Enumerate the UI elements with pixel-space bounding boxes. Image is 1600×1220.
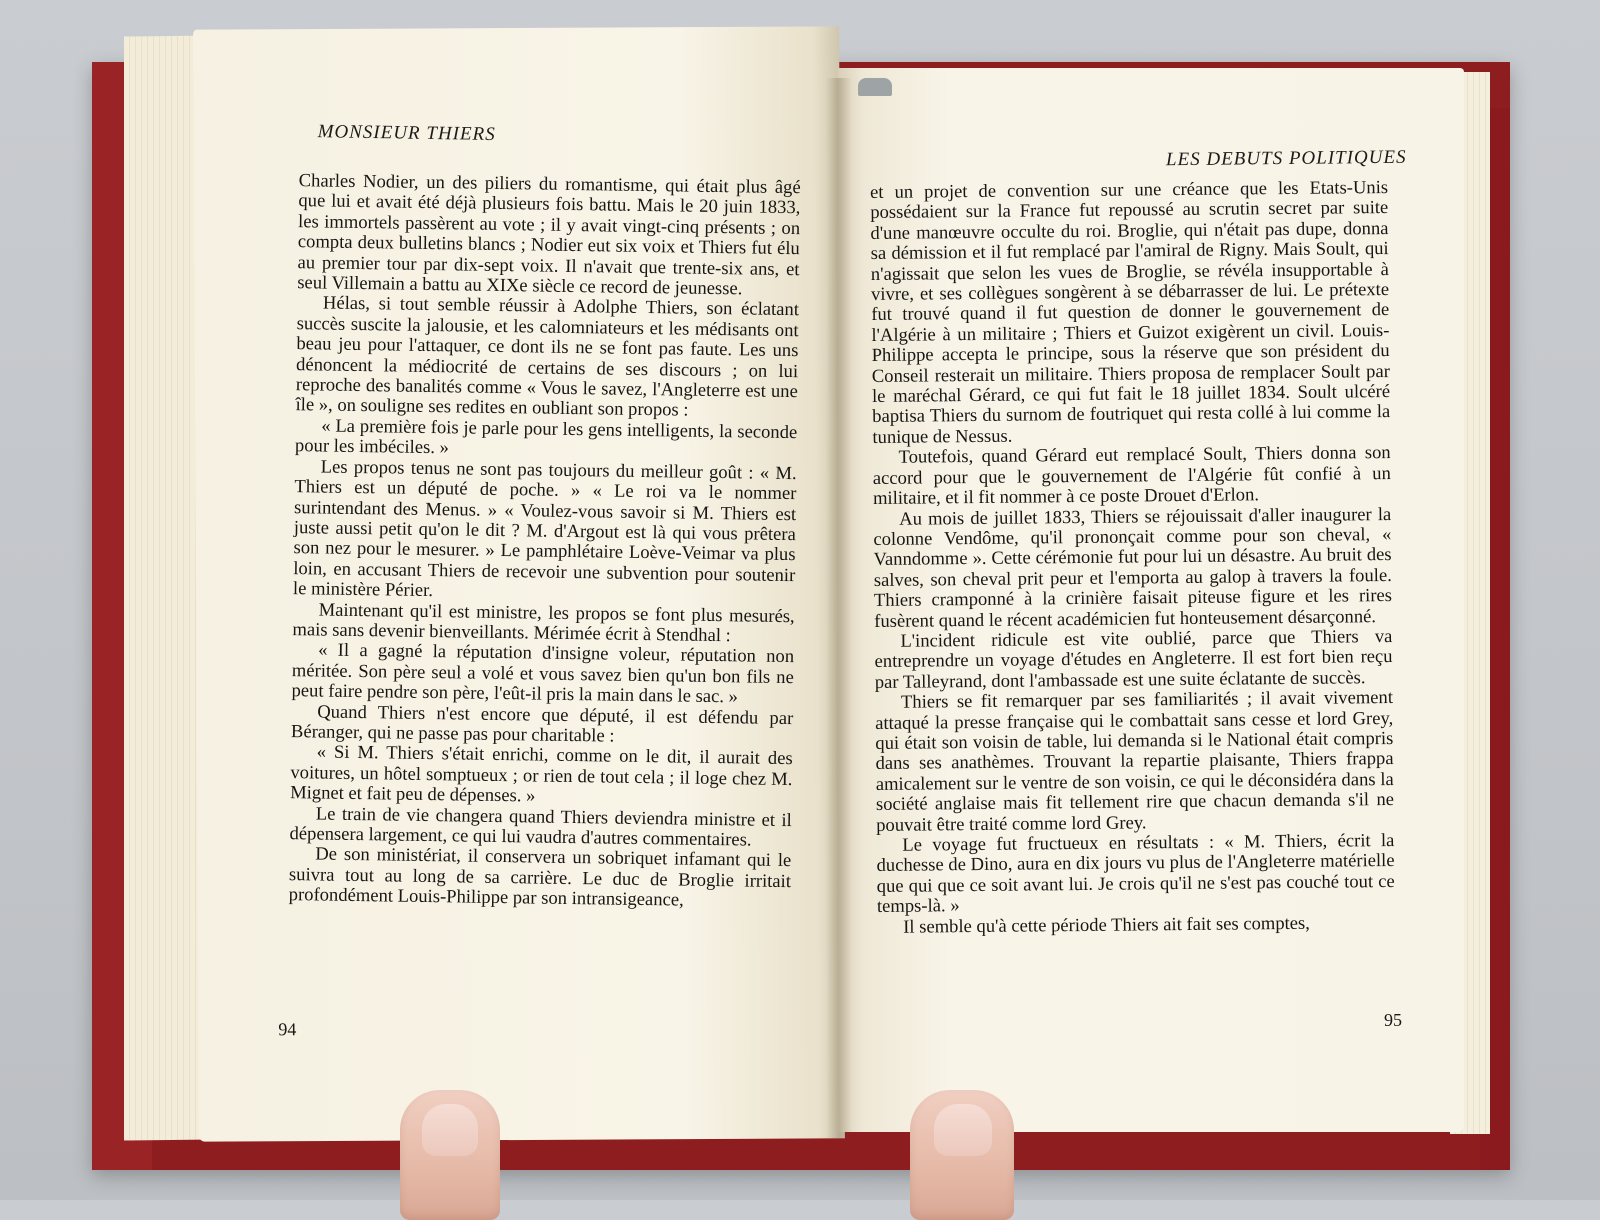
paragraph: et un projet de convention sur une créance que les Etats-Unis possédaient sur la France fut repoussé au scrutin secret par suite d'une manœuvre occulte du roi. Broglie, qui n'était pas dupe, donna sa démission et il fut remplacé par l'amiral de Rigny. Mais Soult, qui n'agissait que selon les vues de Broglie, se révéla insupportable à vivre, et ses collègues songèrent à se débarrasser de lui. Le prétexte fut trouvé quand il fut question de donner le gouvernement de l'Algérie à un militaire ; Thiers et Guizot exigèrent un civil. Louis-Philippe accepta le principe, sous la réserve que son président du Conseil resterait un militaire. Thiers proposa de remplacer Soult par le maréchal Gérard, ce qui fut fait le 18 juillet 1834. Soult ulcéré baptisa Thiers du surnom de foutriquet qui resta collé à lui comme la tunique de Nessus. — [869, 177, 1391, 448]
paragraph: Le train de vie changera quand Thiers deviendra ministre et il dépensera largement, ce qui lui vaudra d'autres commentaires. — [289, 803, 792, 851]
paragraph: Toutefois, quand Gérard eut remplacé Soult, Thiers donna son accord pour que le gouvernement de l'Algérie fût confié à un militaire, et il fit nommer à ce poste Drouet d'Erlon. — [872, 442, 1391, 510]
paragraph: Le voyage fut fructueux en résultats : « M. Thiers, écrit la duchesse de Dino, aura en dix jours vu plus de l'Angleterre matérielle que qui que ce soit avant lui. Je crois qu'il ne s'est pas couché tout ce temps-là. » — [876, 829, 1395, 918]
quote: « Si M. Thiers s'était enrichi, comme on le dit, il aurait des voitures, un hôtel somptueux ; or rien de tout cela ; il loge chez M. Mignet et fait peu de dépenses. » — [290, 741, 793, 807]
right-running-header: LES DEBUTS POLITIQUES — [1165, 146, 1407, 171]
left-page-text — [289, 171, 801, 913]
right-page-text — [870, 178, 1395, 938]
right-page-number: 95 — [1384, 1010, 1402, 1030]
paragraph: De son ministériat, il conservera un sobriquet infamant qui le suivra tout au long de sa carrière. Le duc de Broglie irritait profondément Louis-Philippe par son intransigeance, — [288, 843, 792, 911]
paragraph: Il semble qu'à cette période Thiers ait fait ses comptes, — [903, 912, 1310, 938]
left-page — [193, 26, 845, 1141]
paragraph: Charles Nodier, un des piliers du romantisme, qui était plus âgé que lui et avait été déjà plusieurs fois battu. Mais le 20 juin 1833, les immortels passèrent au vote ; il y avait vingt-cinq présents ; on compta deux bulletins blancs ; Nodier eut six voix et Thiers fut élu au premier tour par dix-sept voix. Il n'avait que trente-six ans, et seul Villemain a battu au XIXe siècle ce record de jeunesse. — [297, 170, 801, 300]
paragraph: Au mois de juillet 1833, Thiers se réjouissait d'aller inaugurer la colonne Vendôme, qu'il prononçait comme pour son cheval, « Vanndomme ». Cette cérémonie fut pour lui un désastre. Au bruit des salves, son cheval prit peur et l'emporta au galop à travers la foule. Thiers cramponné à la crinière faisait piteuse figure et les rires fusèrent quand le récent académicien fut honteusement désarçonné. — [873, 503, 1393, 632]
left-running-header: MONSIEUR THIERS — [317, 121, 496, 145]
left-page-number: 94 — [278, 1019, 297, 1040]
left-thumbnail-nail — [422, 1104, 478, 1156]
quote: « Il a gagné la réputation d'insigne voleur, réputation non méritée. Son père seul a volé et vous savez bien qu'un bon fils ne peut faire pendre son père, l'eût-il pris la main dans le sac. » — [291, 639, 795, 708]
quote: « La première fois je parle pour les gens intelligents, la seconde pour les imbéciles. » — [294, 415, 798, 459]
right-thumb — [910, 1090, 1014, 1220]
paragraph: Hélas, si tout semble réussir à Adolphe Thiers, son éclatant succès suscite la jalousie, et les calomniateurs et les médisants ont beau jeu pour l'attaquer, ce dont ils ne se font pas faute. Les uns dénoncent la médiocrité de certains de ses discours ; on lui reproche des banalités comme « Vous le savez, l'Angleterre est une île », on souligne ses redites en oubliant son propos : — [295, 292, 800, 422]
left-thumb — [400, 1090, 500, 1220]
paragraph: Maintenant qu'il est ministre, les propos se font plus mesurés, mais sans devenir bienveillants. Mérimée écrit à Stendhal : — [292, 598, 795, 647]
paragraph: Thiers se fit remarquer par ses familiarités ; il avait vivement attaqué la presse française qui le combattait sans cesse et lord Grey, qui était son voisin de table, lui demanda si le National était compris dans ses anathèmes. Trouvant la repartie plaisante, Thiers frappa amicalement sur le ventre de son voisin, ce qui le déconsidéra dans la société anglaise mais fit tellement rire que chacun demanda s'il ne pouvait être traité comme lord Grey. — [875, 687, 1395, 836]
right-page — [838, 68, 1464, 1132]
paragraph: Quand Thiers n'est encore que député, il est défendu par Béranger, qui ne passe pas pour charitable : — [290, 701, 794, 747]
paragraph: Les propos tenus ne sont pas toujours du meilleur goût : « M. Thiers est un député de poche. » « Le roi va le nommer surintendant des Menus. » « Voulez-vous savoir si M. Thiers est juste aussi petit qu'on le dit ? M. d'Argout est là qui vous prêtera son nez pour le mesurer. » Le pamphlétaire Loève-Veimar va plus loin, en accusant Thiers de recevoir une subvention pour soutenir le ministère Périer. — [292, 456, 797, 602]
paragraph: L'incident ridicule est vite oublié, parce que Thiers va entreprendre un voyage d'études en Angleterre. Il est fort bien reçu par Talleyrand, dont l'ambassade est une suite éclatante de succès. — [874, 625, 1393, 693]
book-gutter — [826, 78, 852, 1138]
right-thumbnail-nail — [934, 1104, 992, 1156]
bookmark-ribbon — [858, 78, 892, 96]
